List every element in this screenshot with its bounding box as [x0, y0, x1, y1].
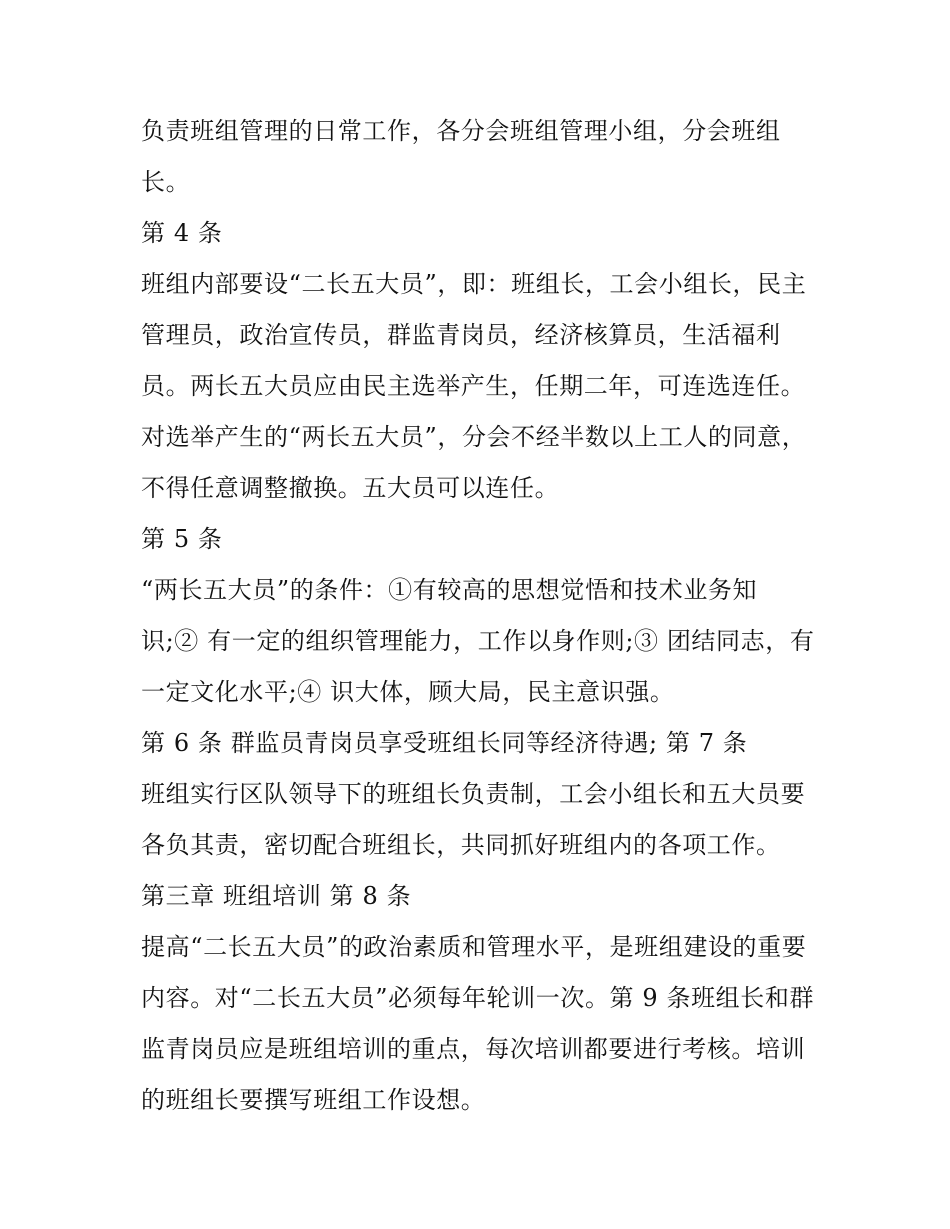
- document-body: [141, 106, 821, 1126]
- text-line: 班组实行区队领导下的班组长负责制，工会小组长和五大员要: [141, 780, 806, 808]
- text-line: 的班组长要撰写班组工作设想。: [141, 1086, 486, 1114]
- article-heading: 第 5 条: [141, 525, 223, 553]
- text-line: 长。: [141, 168, 191, 196]
- text-line: 对选举产生的“两长五大员”，分会不经半数以上工人的同意，: [141, 423, 807, 451]
- article-heading: 第 4 条: [141, 219, 223, 247]
- text-line: 班组内部要设“二长五大员”，即：班组长，工会小组长，民主: [141, 270, 807, 298]
- text-line: 识;② 有一定的组织管理能力，工作以身作则;③ 团结同志，有: [141, 627, 815, 655]
- text-line: 第 6 条 群监员青岗员享受班组长同等经济待遇; 第 7 条: [141, 729, 748, 757]
- text-line: 各负其责，密切配合班组长，共同抓好班组内的各项工作。: [141, 831, 781, 859]
- text-line: 监青岗员应是班组培训的重点，每次培训都要进行考核。培训: [141, 1035, 806, 1063]
- text-line: 员。两长五大员应由民主选举产生，任期二年，可连选连任。: [141, 372, 806, 400]
- text-line: 一定文化水平;④ 识大体，顾大局，民主意识强。: [141, 678, 675, 706]
- text-line: 提高“二长五大员”的政治素质和管理水平，是班组建设的重要: [141, 933, 807, 961]
- text-line: 内容。对“二长五大员”必须每年轮训一次。第 9 条班组长和群: [141, 984, 815, 1012]
- chapter-heading: 第三章 班组培训 第 8 条: [141, 882, 412, 910]
- text-line: “两长五大员”的条件：①有较高的思想觉悟和技术业务知: [141, 576, 758, 604]
- text-line: 管理员，政治宣传员，群监青岗员，经济核算员，生活福利: [141, 321, 781, 349]
- text-line: 不得任意调整撤换。五大员可以连任。: [141, 474, 560, 502]
- text-line: 负责班组管理的日常工作，各分会班组管理小组，分会班组: [141, 117, 781, 145]
